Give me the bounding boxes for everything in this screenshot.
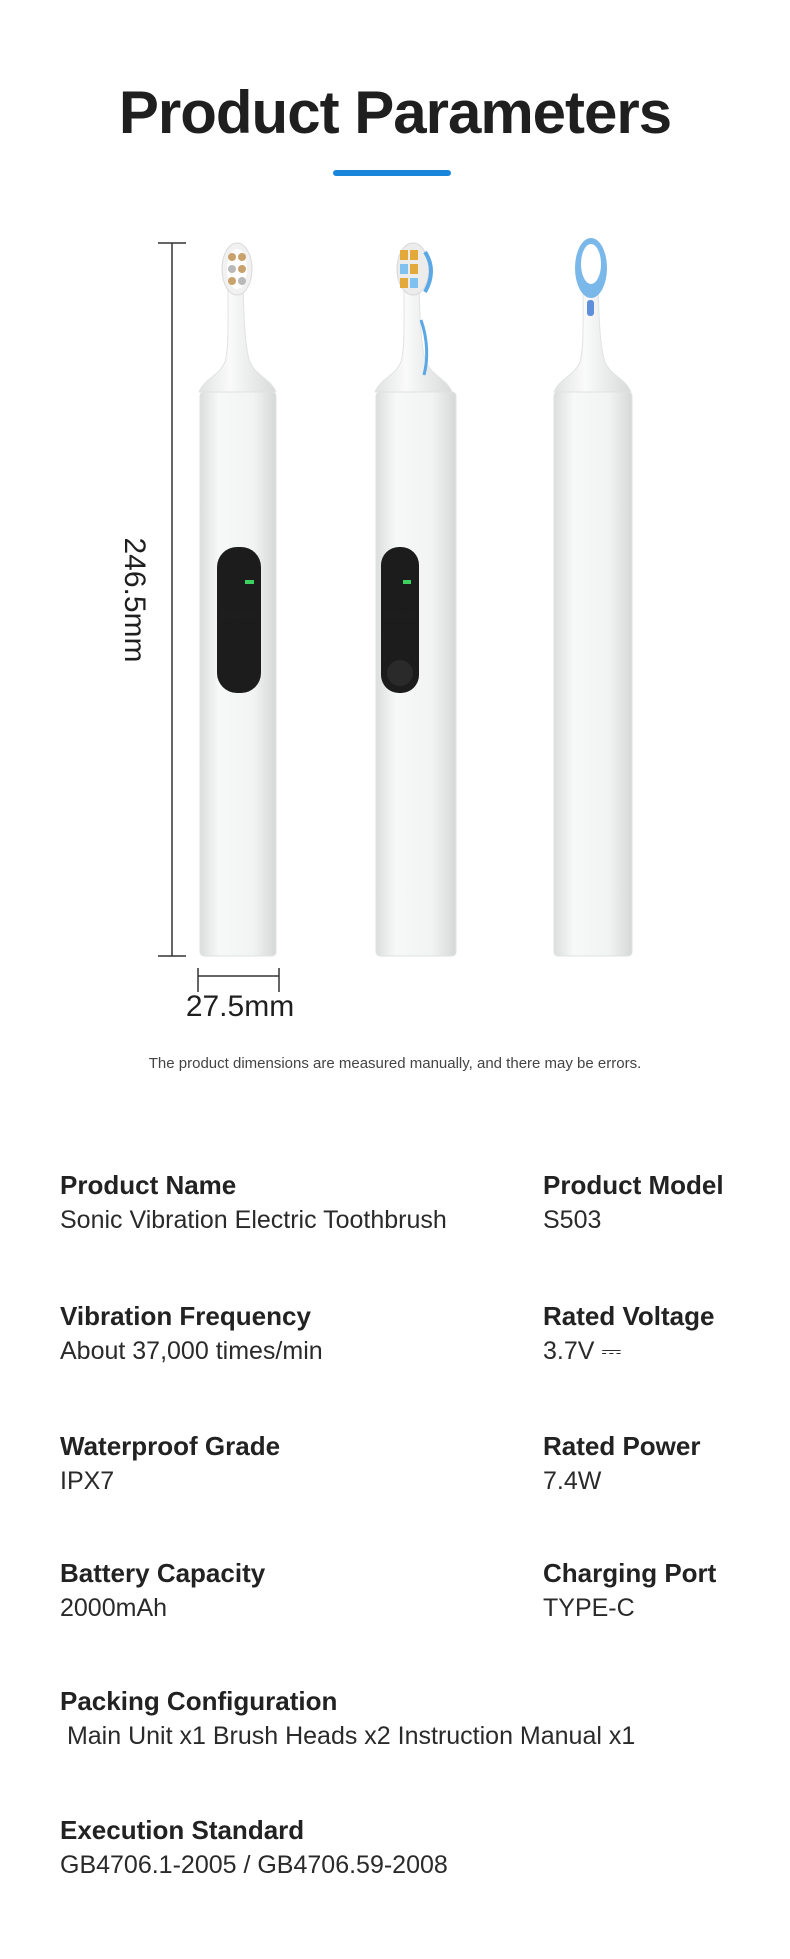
charging-port-value: TYPE-C xyxy=(543,1594,635,1622)
product-illustration xyxy=(0,200,790,1030)
waterproof-grade-label: Waterproof Grade xyxy=(60,1431,281,1461)
battery-capacity-value: 2000mAh xyxy=(60,1594,168,1622)
product-name-label: Product Name xyxy=(60,1170,237,1200)
battery-capacity-label: Battery Capacity xyxy=(60,1558,266,1588)
height-dimension xyxy=(118,243,186,956)
execution-standard-value: GB4706.1-2005 / GB4706.59-2008 xyxy=(60,1851,448,1879)
toothbrush-front-view xyxy=(199,243,276,956)
width-label: 27.5mm xyxy=(185,990,295,1023)
packing-configuration-label: Packing Configuration xyxy=(60,1686,338,1716)
height-label: 246.5mm xyxy=(118,537,151,663)
title-underline xyxy=(333,170,451,176)
vibration-frequency-label: Vibration Frequency xyxy=(60,1301,311,1331)
width-dimension xyxy=(186,968,294,1023)
page-title: Product Parameters xyxy=(118,79,672,146)
charging-port-label: Charging Port xyxy=(543,1558,717,1588)
vibration-frequency-value: About 37,000 times/min xyxy=(60,1337,323,1365)
product-model-label: Product Model xyxy=(543,1170,724,1200)
rated-voltage-value: 3.7V ⎓ xyxy=(543,1337,622,1365)
product-model-value: S503 xyxy=(543,1206,602,1234)
logo-front: Dcbrush xyxy=(220,610,258,620)
rated-power-label: Rated Power xyxy=(543,1431,701,1461)
measurement-note: The product dimensions are measured manually, and there may be errors. xyxy=(148,1055,642,1072)
rated-power-value: 7.4W xyxy=(543,1467,602,1495)
packing-configuration-value: Main Unit x1 Brush Heads x2 Instruction Manual x1 xyxy=(60,1722,636,1750)
toothbrush-back-view xyxy=(554,238,632,956)
waterproof-grade-value: IPX7 xyxy=(60,1467,115,1495)
logo-side: Dcbrush xyxy=(383,611,417,620)
execution-standard-label: Execution Standard xyxy=(60,1815,305,1845)
rated-voltage-label: Rated Voltage xyxy=(543,1301,715,1331)
toothbrush-side-view xyxy=(375,243,456,956)
product-name-value: Sonic Vibration Electric Toothbrush xyxy=(60,1206,447,1234)
display-panel xyxy=(217,547,261,693)
